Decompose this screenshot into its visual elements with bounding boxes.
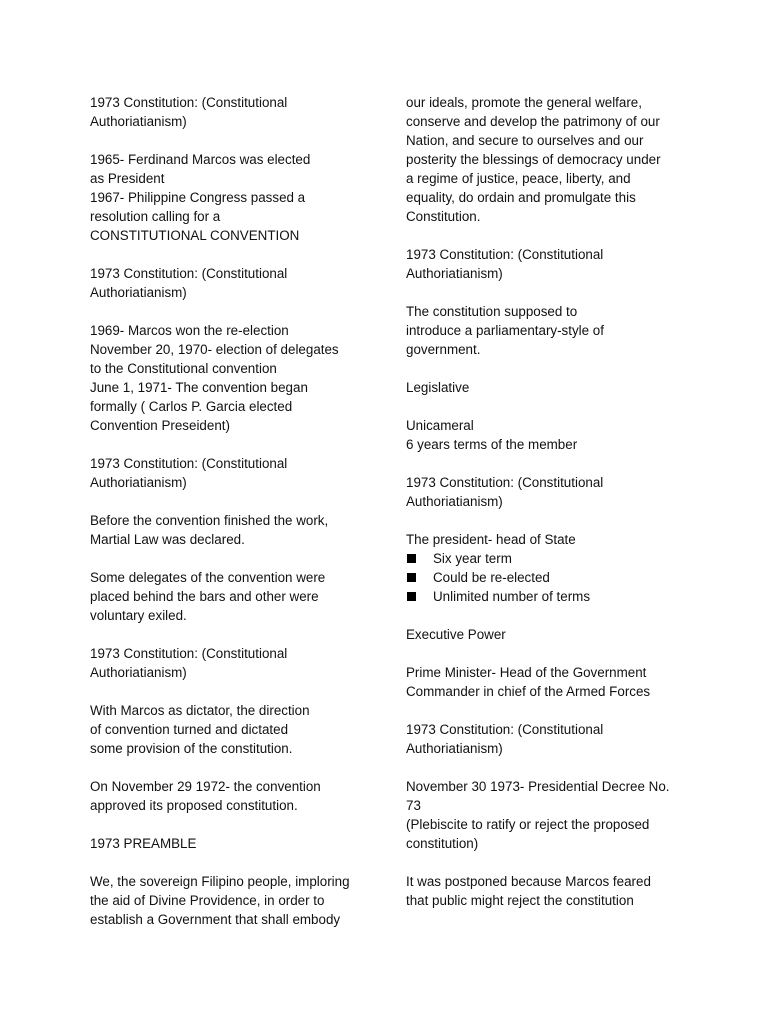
list-item — [406, 568, 696, 587]
text-line: voluntary exiled. — [90, 608, 187, 623]
preamble-heading — [90, 834, 372, 853]
text-line: The constitution supposed to — [406, 304, 578, 319]
paragraph — [406, 378, 696, 397]
heading-paragraph — [406, 720, 696, 758]
text-line: to the Constitutional convention — [90, 361, 277, 376]
preamble-paragraph — [90, 872, 372, 929]
text-line: Prime Minister- Head of the Government — [406, 665, 647, 680]
square-bullet-icon — [407, 592, 416, 601]
paragraph — [406, 416, 696, 454]
text-line: our ideals, promote the general welfare, — [406, 95, 642, 110]
text-line: 1967- Philippine Congress passed a — [90, 190, 306, 205]
text-line: 1973 Constitution: (Constitutional — [90, 95, 288, 110]
text-line: constitution) — [406, 836, 479, 851]
square-bullet-icon — [407, 554, 416, 563]
paragraph — [406, 530, 696, 549]
text-line: that public might reject the constitution — [406, 893, 634, 908]
paragraph — [406, 872, 696, 910]
text-line: Authoriatianism) — [90, 665, 187, 680]
text-line: approved its proposed constitution. — [90, 798, 298, 813]
paragraph — [406, 625, 696, 644]
heading-paragraph — [90, 93, 372, 131]
text-line: Unicameral — [406, 418, 474, 433]
text-line: 73 — [406, 798, 421, 813]
list-item-text: Could be re-elected — [433, 570, 550, 585]
left-column — [90, 93, 372, 948]
preamble-paragraph — [406, 93, 696, 226]
text-line: On November 29 1972- the convention — [90, 779, 321, 794]
text-line: It was postponed because Marcos feared — [406, 874, 651, 889]
text-line: We, the sovereign Filipino people, imploring — [90, 874, 350, 889]
text-line: introduce a parliamentary-style of — [406, 323, 604, 338]
text-line: equality, do ordain and promulgate this — [406, 190, 636, 205]
paragraph — [90, 511, 372, 549]
text-line: Some delegates of the convention were — [90, 570, 326, 585]
text-line: Executive Power — [406, 627, 506, 642]
text-line: Nation, and secure to ourselves and our — [406, 133, 644, 148]
right-column — [406, 93, 696, 929]
list-item-text: Unlimited number of terms — [433, 589, 591, 604]
text-line: placed behind the bars and other were — [90, 589, 319, 604]
text-line: Constitution. — [406, 209, 481, 224]
heading-paragraph — [90, 264, 372, 302]
text-line: 1973 Constitution: (Constitutional — [90, 266, 288, 281]
text-line: (Plebiscite to ratify or reject the proposed — [406, 817, 650, 832]
paragraph — [90, 777, 372, 815]
paragraph — [90, 321, 372, 435]
bullet-list — [406, 549, 696, 606]
text-line: posterity the blessings of democracy under — [406, 152, 661, 167]
text-line: the aid of Divine Providence, in order to — [90, 893, 325, 908]
text-line: of convention turned and dictated — [90, 722, 289, 737]
text-line: Authoriatianism) — [90, 285, 187, 300]
text-line: Convention Preseident) — [90, 418, 230, 433]
text-line: 1969- Marcos won the re-election — [90, 323, 289, 338]
text-line: Authoriatianism) — [90, 114, 187, 129]
square-bullet-icon — [407, 573, 416, 582]
paragraph — [406, 663, 696, 701]
text-line: 1973 Constitution: (Constitutional — [90, 646, 288, 661]
text-line: Authoriatianism) — [406, 741, 503, 756]
text-line: as President — [90, 171, 165, 186]
text-line: conserve and develop the patrimony of our — [406, 114, 660, 129]
text-line: formally ( Carlos P. Garcia elected — [90, 399, 293, 414]
paragraph — [90, 568, 372, 625]
list-item-text: Six year term — [433, 551, 512, 566]
text-line: Authoriatianism) — [406, 266, 503, 281]
heading-paragraph — [406, 473, 696, 511]
text-line: CONSTITUTIONAL CONVENTION — [90, 228, 300, 243]
text-line: November 30 1973- Presidential Decree No. — [406, 779, 670, 794]
text-line: Commander in chief of the Armed Forces — [406, 684, 651, 699]
heading-paragraph — [90, 644, 372, 682]
text-line: 1973 Constitution: (Constitutional — [406, 722, 604, 737]
text-line: 1973 Constitution: (Constitutional — [90, 456, 288, 471]
text-line: The president- head of State — [406, 532, 576, 547]
list-item — [406, 549, 696, 568]
text-line: Authoriatianism) — [90, 475, 187, 490]
paragraph — [90, 701, 372, 758]
paragraph — [406, 302, 696, 359]
text-line: November 20, 1970- election of delegates — [90, 342, 339, 357]
text-line: 1973 Constitution: (Constitutional — [406, 475, 604, 490]
paragraph — [90, 150, 372, 245]
text-line: government. — [406, 342, 481, 357]
text-line: 1973 Constitution: (Constitutional — [406, 247, 604, 262]
text-line: With Marcos as dictator, the direction — [90, 703, 310, 718]
text-line: 6 years terms of the member — [406, 437, 578, 452]
text-line: 1965- Ferdinand Marcos was elected — [90, 152, 311, 167]
text-line: June 1, 1971- The convention began — [90, 380, 308, 395]
heading-paragraph — [406, 245, 696, 283]
text-line: Martial Law was declared. — [90, 532, 245, 547]
text-line: 1973 PREAMBLE — [90, 836, 197, 851]
text-line: some provision of the constitution. — [90, 741, 293, 756]
text-line: a regime of justice, peace, liberty, and — [406, 171, 631, 186]
text-line: establish a Government that shall embody — [90, 912, 341, 927]
text-line: Before the convention finished the work, — [90, 513, 329, 528]
text-line: Authoriatianism) — [406, 494, 503, 509]
paragraph — [406, 777, 696, 853]
text-line: resolution calling for a — [90, 209, 221, 224]
list-item — [406, 587, 696, 606]
text-line: Legislative — [406, 380, 470, 395]
heading-paragraph — [90, 454, 372, 492]
